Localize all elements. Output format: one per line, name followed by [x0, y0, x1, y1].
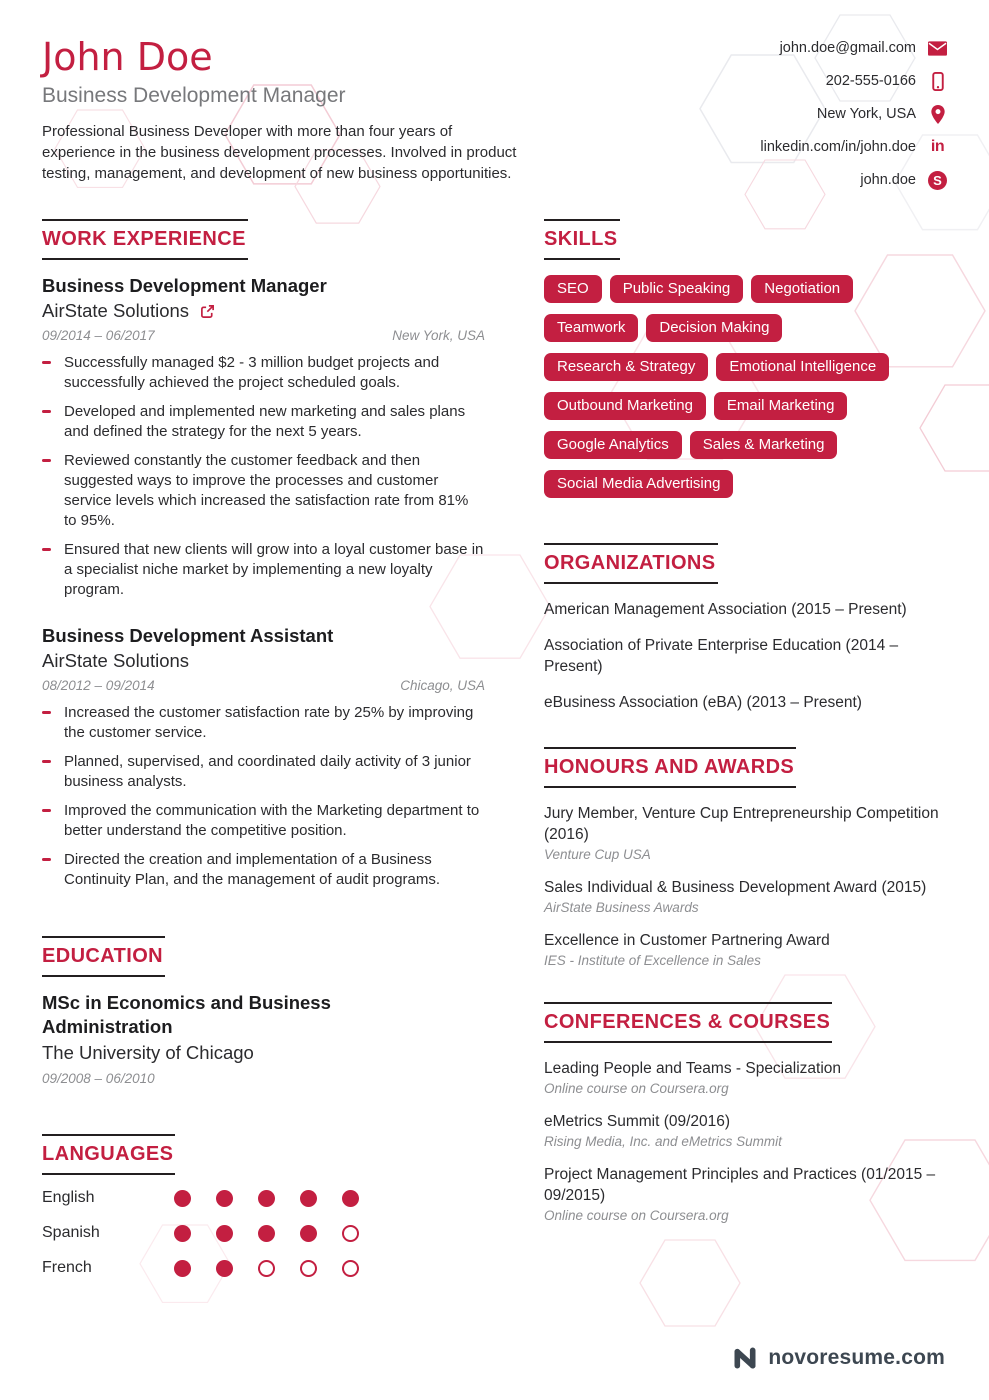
bullet-dash-icon: [42, 858, 51, 861]
skills-section: [544, 219, 947, 509]
skill-pill[interactable]: Email Marketing: [714, 392, 848, 420]
language-list: [42, 1189, 485, 1277]
bullet-dash-icon: [42, 809, 51, 812]
bullet-text: Reviewed constantly the customer feedback and then suggested ways to improve the processes and customer service levels which increased the satisfaction rate from 81% to 95%.: [64, 452, 469, 529]
contact-row[interactable]: [826, 71, 947, 91]
skill-pill-list: [544, 275, 947, 509]
level-dot-filled: [258, 1225, 275, 1242]
job-dates: 08/2012 – 09/2014: [42, 678, 155, 693]
skill-pill[interactable]: Emotional Intelligence: [716, 353, 889, 381]
organization-item: Association of Private Enterprise Education (2014 – Present): [544, 637, 899, 675]
level-dot-empty: [258, 1260, 275, 1277]
languages-section: [42, 1134, 485, 1277]
job-dates-row: [42, 678, 485, 693]
level-dot-filled: [216, 1225, 233, 1242]
level-dot-filled: [216, 1260, 233, 1277]
level-dot-empty: [300, 1260, 317, 1277]
job-title: Business Development Manager: [42, 275, 327, 296]
skype-icon: [928, 171, 947, 190]
conferences-section: [544, 1002, 947, 1223]
language-name: Spanish: [42, 1224, 100, 1241]
brand-footer[interactable]: [731, 1344, 945, 1372]
level-dot-filled: [174, 1260, 191, 1277]
company-name: AirState Solutions: [42, 300, 190, 321]
contact-value[interactable]: linkedin.com/in/john.doe: [760, 139, 916, 155]
language-name: French: [42, 1259, 92, 1276]
bullet-dash-icon: [42, 410, 51, 413]
award-item-subtitle: Venture Cup USA: [544, 847, 651, 862]
job-bullet: [42, 752, 485, 792]
skill-pill[interactable]: Public Speaking: [610, 275, 744, 303]
language-row: [42, 1224, 485, 1242]
course-item-subtitle: Online course on Coursera.org: [544, 1208, 729, 1223]
body-columns: [0, 219, 989, 1294]
organization-item: American Management Association (2015 – Present): [544, 601, 907, 618]
job-bullet-list: [42, 353, 485, 600]
contact-value[interactable]: New York, USA: [816, 106, 916, 122]
education-dates: 09/2008 – 06/2010: [42, 1071, 155, 1086]
award-item-subtitle: IES - Institute of Excellence in Sales: [544, 953, 761, 968]
course-item-subtitle: Online course on Coursera.org: [544, 1081, 729, 1096]
skill-pill[interactable]: Decision Making: [646, 314, 782, 342]
bullet-text: Improved the communication with the Marketing department to better understand the competitive position.: [64, 802, 480, 839]
award-list: [544, 803, 947, 968]
award-item: [544, 803, 944, 862]
contact-row[interactable]: [760, 137, 947, 157]
job-bullet-list: [42, 703, 485, 890]
contact-list: [760, 36, 947, 203]
course-item-title: Project Management Principles and Practices (01/2015 – 09/2015): [544, 1166, 936, 1204]
novoresume-logo-icon: [731, 1344, 759, 1372]
job-bullet: [42, 402, 485, 442]
skills-heading: SKILLS: [544, 219, 620, 260]
job-list: [42, 274, 485, 890]
bullet-text: Directed the creation and implementation of a Business Continuity Plan, and the management of audit programs.: [64, 851, 441, 888]
honours-section: [544, 747, 947, 968]
organization-list: [544, 599, 947, 713]
contact-row[interactable]: [817, 104, 947, 124]
language-level-dots: [174, 1260, 359, 1277]
language-name: English: [42, 1189, 95, 1206]
award-item: [544, 930, 944, 968]
award-item-title: Jury Member, Venture Cup Entrepreneurship Competition (2016): [544, 805, 939, 843]
job-location: Chicago, USA: [400, 678, 485, 693]
course-list: [544, 1058, 947, 1223]
job-bullet: [42, 353, 485, 393]
person-job-title: Business Development Manager: [42, 84, 346, 107]
job-bullet: [42, 850, 485, 890]
person-name: John Doe: [42, 35, 213, 79]
job-bullet: [42, 540, 485, 600]
level-dot-filled: [216, 1190, 233, 1207]
language-row: [42, 1189, 485, 1207]
organizations-section: [544, 543, 947, 713]
degree-title: MSc in Economics and Business Administration: [42, 992, 331, 1037]
skill-pill[interactable]: Negotiation: [751, 275, 853, 303]
job-bullet: [42, 801, 485, 841]
contact-value[interactable]: 202-555-0166: [825, 73, 916, 89]
left-column: [42, 219, 485, 1294]
phone-icon: [928, 72, 947, 91]
profile-summary: Professional Business Developer with more than four years of experience in the business development processes. Involved in product testing, management, and development of new business opportunities.: [42, 123, 517, 182]
job-bullet: [42, 703, 485, 743]
location-icon: [928, 105, 947, 124]
job-bullet: [42, 451, 485, 531]
skype-glyph: S: [928, 171, 947, 190]
bullet-dash-icon: [42, 548, 51, 551]
skill-pill[interactable]: SEO: [544, 275, 602, 303]
linkedin-icon: [928, 138, 947, 157]
job-entry: [42, 624, 485, 890]
company-row: [42, 300, 485, 322]
right-column: [544, 219, 947, 1294]
course-item-title: Leading People and Teams - Specialization: [544, 1060, 841, 1077]
course-item-title: eMetrics Summit (09/2016): [544, 1113, 731, 1130]
level-dot-empty: [342, 1225, 359, 1242]
award-item: [544, 877, 944, 915]
education-heading: EDUCATION: [42, 936, 165, 977]
bullet-text: Ensured that new clients will grow into a loyal customer base in a specialist niche market by implementing a new loyalty program.: [64, 541, 484, 598]
level-dot-empty: [342, 1260, 359, 1277]
level-dot-filled: [258, 1190, 275, 1207]
company-name: AirState Solutions: [42, 650, 190, 671]
course-item: [544, 1164, 944, 1223]
job-title: Business Development Assistant: [42, 625, 334, 646]
course-item-subtitle: Rising Media, Inc. and eMetrics Summit: [544, 1134, 782, 1149]
bullet-text: Planned, supervised, and coordinated daily activity of 3 junior business analysts.: [64, 753, 471, 790]
contact-row[interactable]: [860, 170, 947, 190]
bullet-dash-icon: [42, 711, 51, 714]
external-link-icon[interactable]: [198, 302, 217, 321]
job-dates-row: [42, 328, 485, 343]
organization-item: eBusiness Association (eBA) (2013 – Present): [544, 694, 862, 711]
organizations-heading: ORGANIZATIONS: [544, 543, 718, 584]
education-section: [42, 936, 485, 1086]
level-dot-filled: [174, 1190, 191, 1207]
level-dot-filled: [342, 1190, 359, 1207]
conferences-heading: CONFERENCES & COURSES: [544, 1002, 832, 1043]
job-dates: 09/2014 – 06/2017: [42, 328, 155, 343]
bullet-dash-icon: [42, 760, 51, 763]
level-dot-filled: [300, 1190, 317, 1207]
skill-pill[interactable]: Outbound Marketing: [544, 392, 706, 420]
contact-value[interactable]: john.doe: [860, 172, 916, 188]
bullet-text: Successfully managed $2 - 3 million budget projects and successfully achieved the project scheduled goals.: [64, 354, 440, 391]
contact-row[interactable]: [780, 38, 947, 58]
course-item: [544, 1111, 944, 1149]
honours-heading: HONOURS AND AWARDS: [544, 747, 796, 788]
work-experience-heading: WORK EXPERIENCE: [42, 219, 248, 260]
skill-pill[interactable]: Social Media Advertising: [544, 470, 733, 498]
brand-name: novoresume.com: [768, 1346, 945, 1369]
linkedin-glyph: in: [930, 138, 945, 155]
company-row: [42, 650, 485, 672]
skill-pill[interactable]: Teamwork: [544, 314, 638, 342]
work-experience-section: [42, 219, 485, 890]
bullet-dash-icon: [42, 459, 51, 462]
job-entry: [42, 274, 485, 600]
skill-pill[interactable]: Sales & Marketing: [690, 431, 838, 459]
skill-pill[interactable]: Research & Strategy: [544, 353, 708, 381]
level-dot-filled: [300, 1225, 317, 1242]
bullet-dash-icon: [42, 361, 51, 364]
level-dot-filled: [174, 1225, 191, 1242]
language-level-dots: [174, 1190, 359, 1207]
award-item-title: Sales Individual & Business Development Award (2015): [544, 879, 927, 896]
job-location: New York, USA: [392, 328, 485, 343]
award-item-title: Excellence in Customer Partnering Award: [544, 932, 830, 949]
mail-icon: [928, 39, 947, 58]
bullet-text: Increased the customer satisfaction rate by 25% by improving the customer service.: [64, 704, 474, 741]
school-name: The University of Chicago: [42, 1042, 254, 1063]
course-item: [544, 1058, 944, 1096]
contact-value[interactable]: john.doe@gmail.com: [779, 40, 916, 56]
language-row: [42, 1259, 485, 1277]
languages-heading: LANGUAGES: [42, 1134, 175, 1175]
language-level-dots: [174, 1225, 359, 1242]
header: [0, 0, 989, 203]
award-item-subtitle: AirState Business Awards: [544, 900, 699, 915]
skill-pill[interactable]: Google Analytics: [544, 431, 682, 459]
bullet-text: Developed and implemented new marketing and sales plans and defined the strategy for the next 5 years.: [64, 403, 466, 440]
